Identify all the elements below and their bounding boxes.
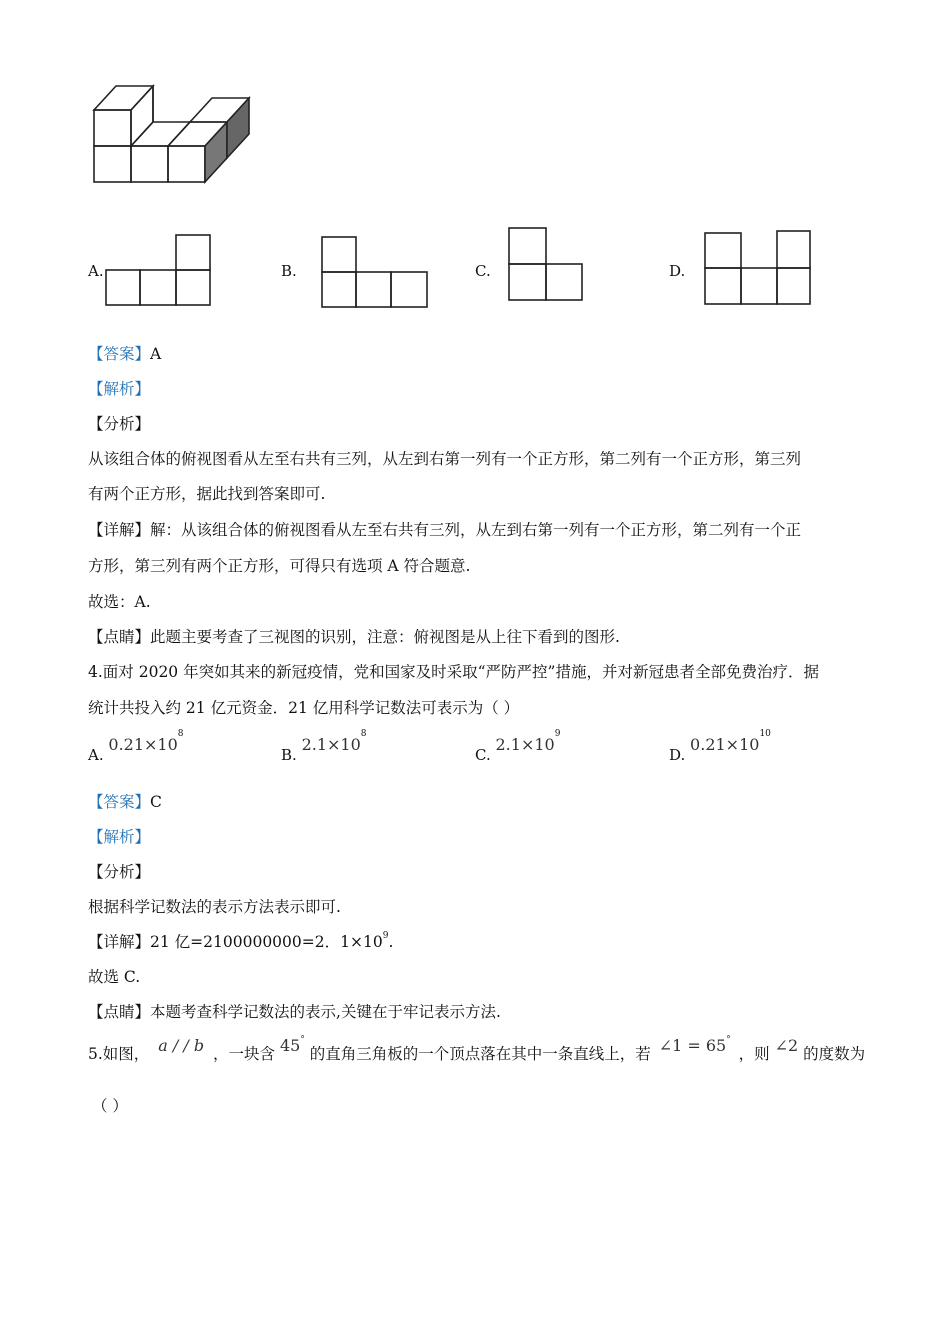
analysis-tag: 【解析】	[88, 380, 151, 398]
option-exp: 9	[554, 729, 561, 739]
q5-stem-end: 的度数为	[803, 1045, 866, 1063]
q4-option-b[interactable]	[281, 729, 367, 764]
answer-value: C	[150, 793, 162, 811]
q3-fenxi-tag	[88, 414, 150, 434]
answer-tag: 【答案】	[88, 793, 151, 811]
q4-option-a[interactable]	[88, 729, 184, 764]
q4-detail	[88, 932, 393, 952]
q3-option-b-figure	[320, 234, 432, 312]
q4-stem-1: 4.面对 2020 年突如其来的新冠疫情，党和国家及时采取“严防严控”措施，并对新冠患者全部免费治疗．据	[88, 663, 819, 681]
option-letter: D.	[669, 746, 686, 764]
option-exp: 8	[360, 729, 367, 739]
q3-option-c[interactable]	[475, 262, 491, 280]
option-base: 0.21×10	[690, 735, 760, 754]
comment-text: 此题主要考查了三视图的识别，注意：俯视图是从上往下看到的图形.	[150, 628, 620, 646]
q4-stem-2: 统计共投入约 21 亿元资金．21 亿用科学记数法可表示为（ ）	[88, 699, 520, 717]
detail-exp: 9	[382, 931, 389, 941]
option-letter: D.	[669, 262, 686, 280]
q5-stem	[88, 1035, 866, 1064]
q4-fenxi-tag	[88, 862, 150, 882]
comment-tag: 【点睛】	[88, 628, 151, 646]
q4-option-c[interactable]	[475, 729, 561, 764]
fenxi-tag: 【分析】	[88, 863, 151, 881]
fenxi-tag: 【分析】	[88, 415, 151, 433]
q3-option-d[interactable]	[669, 262, 685, 280]
analysis-tag: 【解析】	[88, 828, 151, 846]
answer-tag: 【答案】	[88, 345, 151, 363]
q3-option-c-figure	[507, 226, 587, 304]
q5-stem-mid1: ，一块含	[213, 1045, 276, 1063]
q4-choose: 故选 C.	[88, 968, 141, 986]
q4-option-d[interactable]	[669, 729, 771, 764]
option-exp: 8	[177, 729, 184, 739]
option-letter: C.	[475, 746, 491, 764]
q4-answer	[88, 792, 162, 812]
degree-value	[280, 1036, 305, 1055]
q3-fenxi-text-1: 从该组合体的俯视图看从左至右共有三列，从左到右第一列有一个正方形，第二列有一个正方形，第三列	[88, 450, 802, 468]
q3-detail-1	[88, 520, 801, 540]
q3-option-b[interactable]	[281, 262, 297, 280]
option-letter: C.	[475, 262, 491, 280]
q4-fenxi-text: 根据科学记数法的表示方法表示即可.	[88, 898, 341, 916]
degree-number: 45	[279, 1036, 301, 1055]
angle1-degree: °	[726, 1035, 731, 1045]
angle2-expression: ∠2	[774, 1036, 799, 1055]
parallel-expression: a / / b	[158, 1036, 205, 1055]
option-letter: A.	[88, 746, 104, 764]
q3-fenxi-text-2: 有两个正方形，据此找到答案即可.	[88, 485, 326, 503]
option-letter: B.	[281, 262, 297, 280]
q3-comment	[88, 627, 620, 647]
comment-text: 本题考查科学记数法的表示,关键在于牢记表示方法.	[150, 1003, 501, 1021]
q3-option-a-figure	[104, 232, 214, 310]
angle1-expression	[659, 1036, 731, 1055]
q5-paren: （ ）	[92, 1097, 128, 1115]
q3-analysis-tag	[88, 379, 150, 399]
q3-choose: 故选：A.	[88, 593, 151, 611]
q3-option-d-figure	[703, 228, 815, 308]
q4-analysis-tag	[88, 827, 150, 847]
option-base: 0.21×10	[108, 735, 178, 754]
q5-stem-pre: 5.如图，	[88, 1045, 150, 1063]
q3-option-a[interactable]	[88, 262, 104, 280]
comment-tag: 【点睛】	[88, 1003, 151, 1021]
q3-detail-2: 方形，第三列有两个正方形，可得只有选项 A 符合题意.	[88, 557, 471, 575]
option-base: 2.1×10	[495, 735, 555, 754]
q3-answer	[88, 344, 161, 364]
cube-figure	[90, 80, 260, 190]
degree-symbol: °	[300, 1035, 305, 1045]
detail-tag: 【详解】	[88, 521, 151, 539]
option-letter: A.	[88, 262, 104, 280]
detail-tag: 【详解】	[88, 933, 151, 951]
angle1-value: ∠1 = 65	[658, 1036, 727, 1055]
detail-text: 21 亿=2100000000=2．1×10	[150, 933, 383, 951]
q5-stem-mid2: 的直角三角板的一个顶点落在其中一条直线上，若	[309, 1045, 651, 1063]
option-base: 2.1×10	[301, 735, 361, 754]
detail-text: 解：从该组合体的俯视图看从左至右共有三列，从左到右第一列有一个正方形，第二列有一个正	[150, 521, 802, 539]
option-letter: B.	[281, 746, 297, 764]
detail-end: .	[388, 933, 394, 951]
q5-stem-mid3: ，则	[738, 1045, 770, 1063]
answer-value: A	[150, 345, 162, 363]
option-exp: 10	[759, 729, 771, 739]
q4-comment	[88, 1002, 501, 1022]
